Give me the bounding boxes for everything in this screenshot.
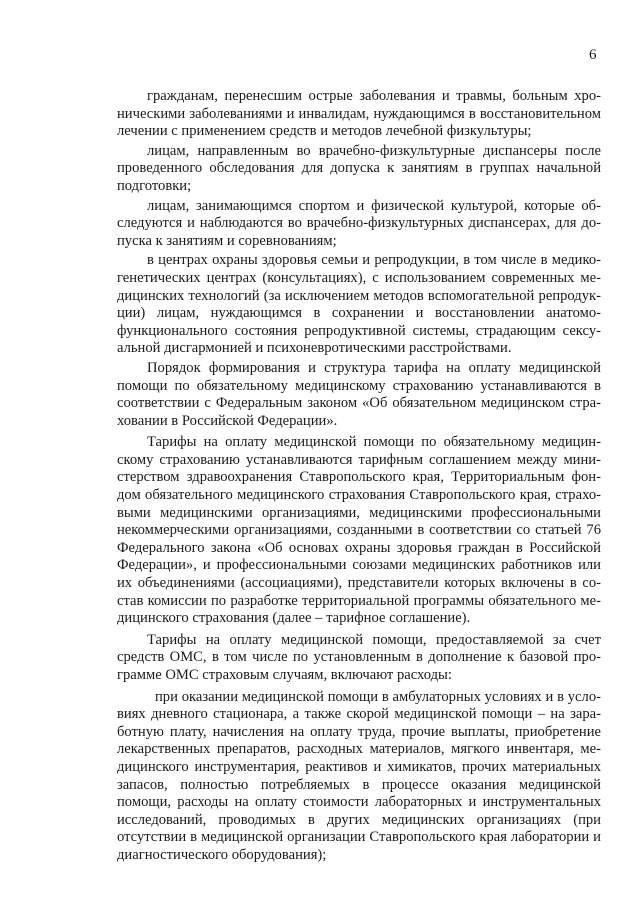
paragraph: гражданам, перенесшим острые заболевания и травмы, больным хроническими заболеваниями и инвалидам, нуждающимся в восстановительном лечении с применением средств и методов лечебной физкультуры; [117,88,601,140]
paragraph: при оказании медицинской помощи в амбулаторных условиях и в условиях дневного стационара, а также скорой медицинской помощи – на заработную плату, начисления на оплату труда, прочие выплаты, приобретение лекарственных препаратов, расходных материалов, мягкого инвентаря, медицинского инструментария, реактивов и химикатов, прочих материальных запасов, полностью потребляемых в процессе оказания медицинской помощи, расходы на оплату стоимости лабораторных и инструментальных исследований, проводимых в других медицинских организациях (при отсутствии в медицинской организации Ставропольского края лаборатории и диагностического оборудования); [117,688,601,863]
paragraph: Тарифы на оплату медицинской помощи по обязательному медицинскому страхованию устанавливаются тарифным соглашением между министерством здравоохранения Ставропольского края, Территориальным фондом обязательного медицинского страхования Ставропольского края, страховыми медицинскими организациями, медицинскими профессиональными некоммерческими организациями, созданными в соответствии со статьей 76 Федерального закона «Об основах охраны здоровья граждан в Российской Федерации», и профессиональными союзами медицинских работников или их объединениями (ассоциациями), представители которых включены в состав комиссии по разработке территориальной программы обязательного медицинского страхования (далее – тарифное соглашение). [117,434,601,627]
paragraph: в центрах охраны здоровья семьи и репродукции, в том числе в медико-генетических центрах (консультациях), с использованием современных медицинских технологий (за исключением методов вспомогательной репродукции) лицам, нуждающимся в сохранении и восстановлении анатомо-функционального состояния репродуктивной системы, страдающим сексуальной дисгармонией и психоневротическими расстройствами. [117,252,601,357]
paragraph: лицам, направленным во врачебно-физкультурные диспансеры после проведенного обследования для допуска к занятиям в группах начальной подготовки; [117,142,601,194]
paragraph: Порядок формирования и структура тарифа на оплату медицинской помощи по обязательному медицинскому страхованию устанавливаются в соответствии с Федеральным законом «Об обязательном медицинском страховании в Российской Федерации». [117,359,601,429]
page-number: 6 [589,47,597,63]
paragraph: Тарифы на оплату медицинской помощи, предоставляемой за счет средств ОМС, в том числе по установленным в дополнение к базовой программе ОМС страховым случаям, включают расходы: [117,631,601,683]
document-body [117,88,601,867]
paragraph: лицам, занимающимся спортом и физической культурой, которые обследуются и наблюдаются во врачебно-физкультурных диспансерах, для допуска к занятиям и соревнованиям; [117,197,601,249]
